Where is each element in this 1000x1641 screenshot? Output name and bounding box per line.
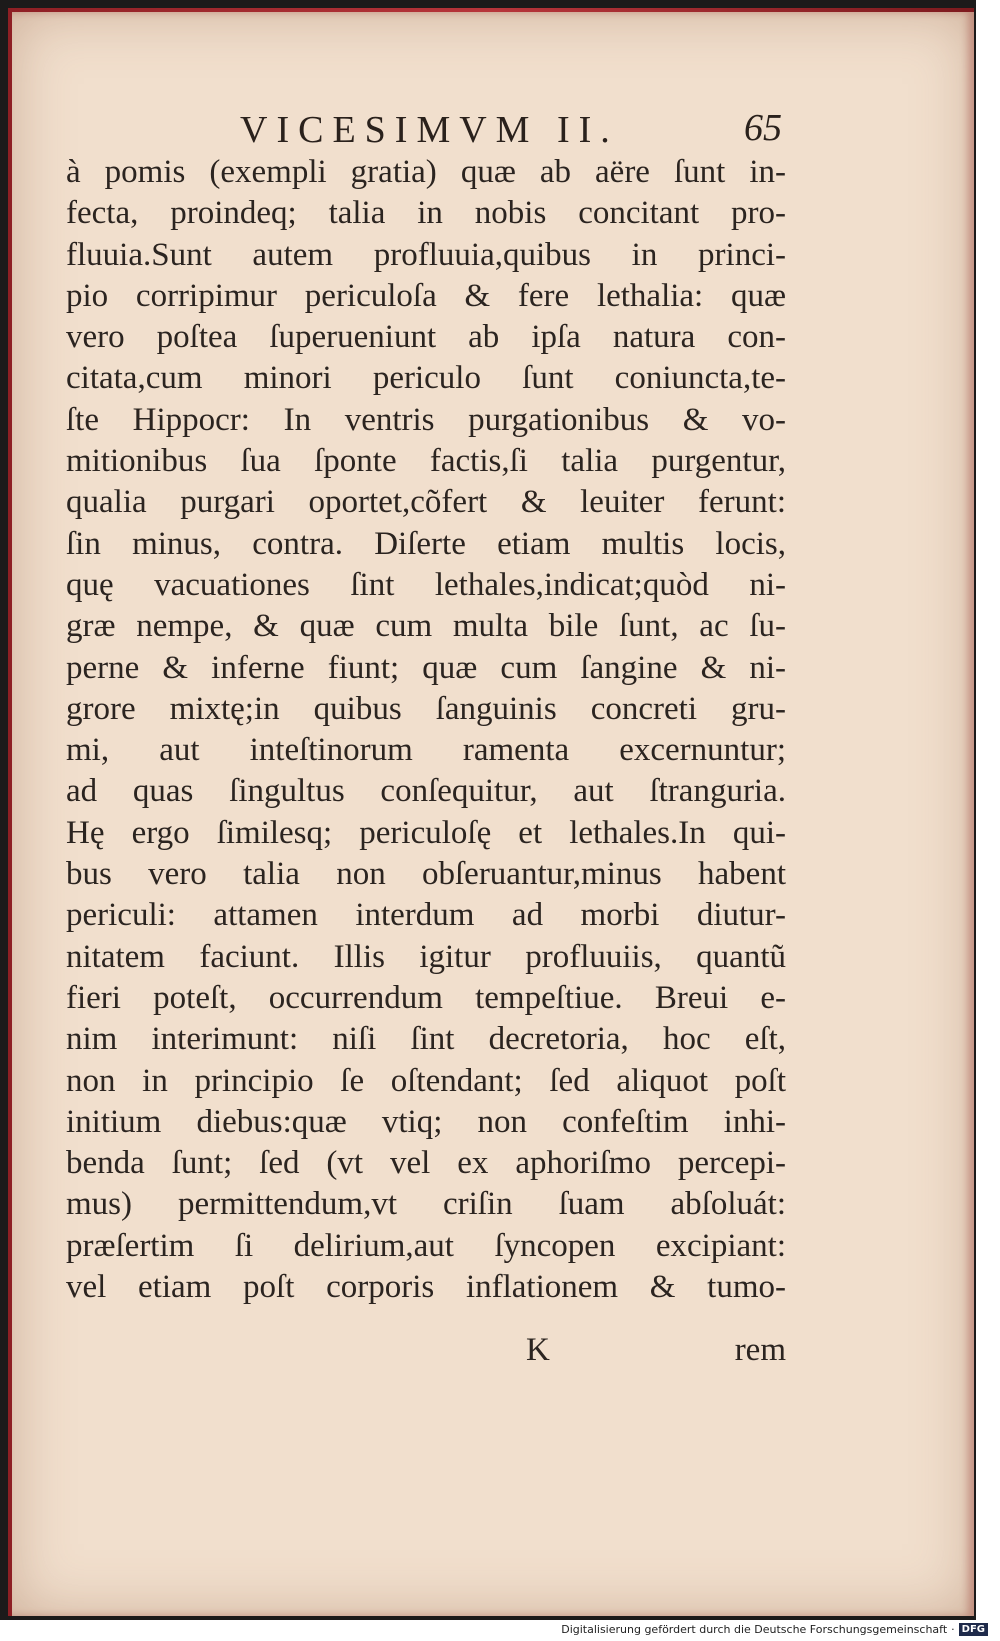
text-line: fecta, proindeq; talia in nobis concitant pro- xyxy=(66,195,786,232)
text-line: vero poſtea ſuperueniunt ab ipſa natura con- xyxy=(66,319,786,356)
text-line: Hę ergo ſimilesq; periculoſę et lethales.In qui- xyxy=(66,814,786,851)
text-line: mi, aut inteſtinorum ramenta excernuntur; xyxy=(66,732,786,769)
text-line: fieri poteſt, occurrendum tempeſtiue. Breui e- xyxy=(66,979,786,1016)
text-line: à pomis (exempli gratia) quæ ab aëre ſunt in- xyxy=(66,154,786,190)
text-line: non in principio ſe oſtendant; ſed aliquot poſt xyxy=(66,1062,786,1099)
text-line: benda ſunt; ſed (vt vel ex aphoriſmo percepi- xyxy=(66,1145,786,1182)
text-line: mus) permittendum,vt criſin ſuam abſoluát: xyxy=(66,1186,786,1223)
page-number: 65 xyxy=(744,107,782,149)
footer-credit-text: Digitalisierung gefördert durch die Deutsche Forschungsgemeinschaft xyxy=(561,1622,948,1636)
dfg-logo-icon: DFG xyxy=(959,1623,988,1636)
signature-line xyxy=(66,1332,786,1376)
text-line: fluuia.Sunt autem profluuia,quibus in princi- xyxy=(66,236,786,273)
text-line: mitionibus ſua ſponte factis,ſi talia purgentur, xyxy=(66,443,786,480)
text-line: ſin minus, contra. Diſerte etiam multis locis, xyxy=(66,525,786,562)
text-line: nitatem faciunt. Illis igitur profluuiis, quantũ xyxy=(66,938,786,975)
text-line: bus vero talia non obſeruantur,minus habent xyxy=(66,856,786,893)
running-head-title: VICESIMVM II. xyxy=(240,109,619,151)
text-line: grore mixtę;in quibus ſanguinis concreti gru- xyxy=(66,690,786,727)
text-line: nim interimunt: niſi ſint decretoria, hoc eſt, xyxy=(66,1021,786,1058)
text-line: præſertim ſi delirium,aut ſyncopen excipiant: xyxy=(66,1227,786,1264)
text-line: pio corripimur periculoſa & fere lethalia: quæ xyxy=(66,277,786,314)
text-line: quę vacuationes ſint lethales,indicat;quòd ni- xyxy=(66,566,786,603)
footer-credit: Digitalisierung gefördert durch die Deutsche Forschungsgemeinschaft · DFG xyxy=(561,1619,988,1639)
text-line: citata,cum minori periculo ſunt coniuncta,te- xyxy=(66,360,786,397)
text-line: periculi: attamen interdum ad morbi diutur- xyxy=(66,897,786,934)
text-line: græ nempe, & quæ cum multa bile ſunt, ac ſu- xyxy=(66,608,786,645)
text-line: initium diebus:quæ vtiq; non confeſtim inhi- xyxy=(66,1103,786,1140)
text-line: ſte Hippocr: In ventris purgationibus & vo- xyxy=(66,401,786,438)
text-line: perne & inferne fiunt; quæ cum ſangine & ni- xyxy=(66,649,786,686)
signature-mark: K xyxy=(526,1332,550,1368)
body-text xyxy=(66,152,786,1308)
catchword: rem xyxy=(734,1332,786,1368)
book-edge xyxy=(8,8,974,1616)
text-line: vel etiam poſt corporis inflationem & tumo- xyxy=(66,1269,786,1306)
text-line: qualia purgari oportet,cõfert & leuiter ferunt: xyxy=(66,484,786,521)
text-line: ad quas ſingultus conſequitur, aut ſtranguria. xyxy=(66,773,786,810)
running-head xyxy=(222,104,782,154)
book-page xyxy=(12,12,974,1616)
